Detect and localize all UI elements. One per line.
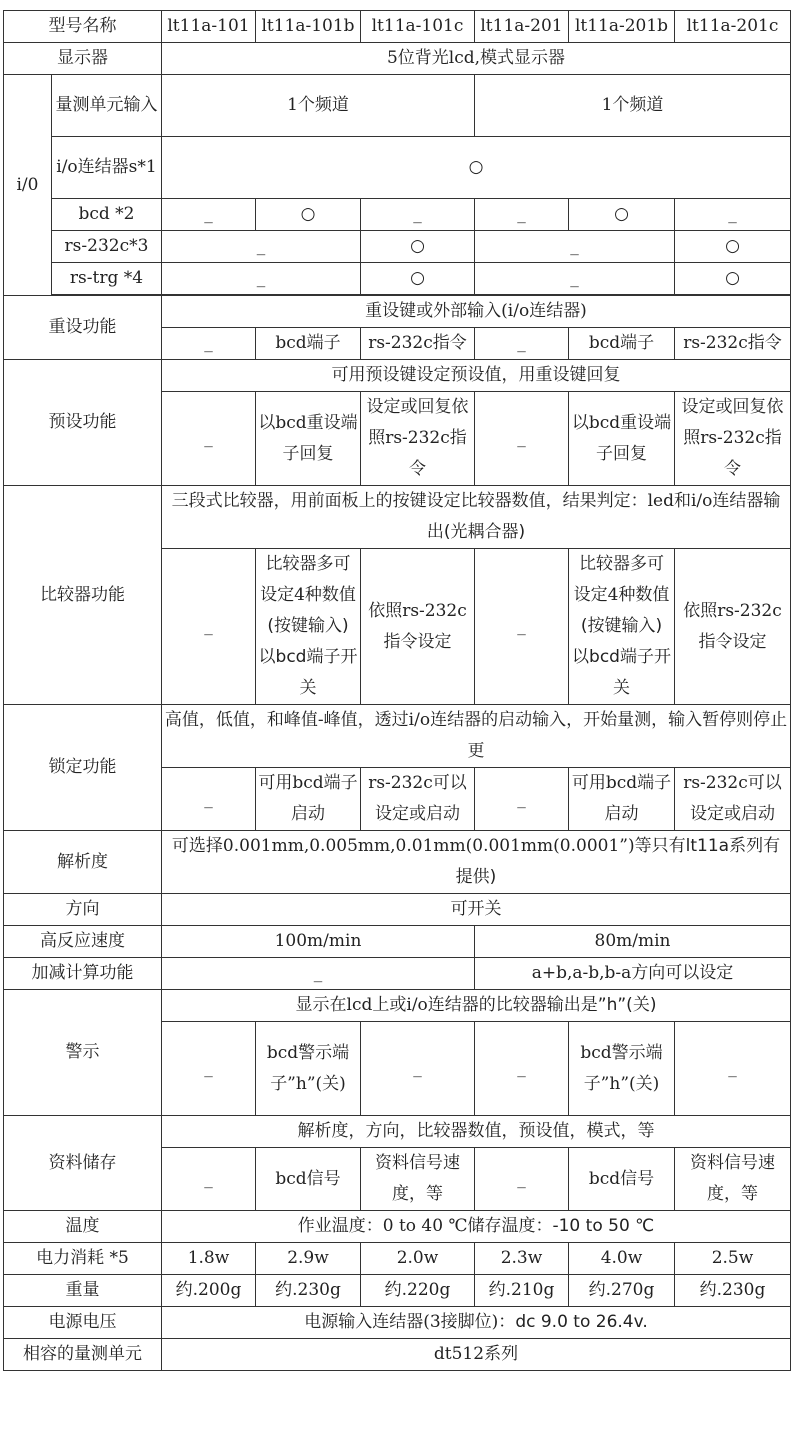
row-bcd [4,199,791,231]
weight-label: 重量 [4,1275,162,1307]
bcd-cell: _ [361,199,475,231]
power-cell: 2.9w [256,1243,361,1275]
alarm-cell: _ [162,1022,256,1116]
bcd-cell: _ [675,199,791,231]
hold-cell: _ [162,768,256,831]
display-value: 5位背光lcd,模式显示器 [162,43,791,75]
preset-cell: 以bcd重设端子回复 [256,392,361,486]
reset-cell: rs-232c指令 [675,328,791,360]
storage-summary: 解析度，方向，比较器数值，预设值，模式，等 [162,1116,791,1148]
bcd-cell: ○ [256,199,361,231]
row-compat [4,1339,791,1371]
rstrg-cell: _ [162,263,361,295]
io-connector-value: ○ [162,137,791,199]
resolution-value-a: 可选择0.001mm,0.005mm,0.01mm(0.001mm(0.0001”) [171,836,635,856]
row-direction [4,894,791,926]
row-storage-summary [4,1116,791,1148]
comparator-cell [569,549,675,705]
hold-cell: rs-232c可以设定或启动 [675,768,791,831]
rs232c-cell: ○ [675,231,791,263]
model-name: lt11a-201c [675,11,791,43]
model-name: lt11a-101c [361,11,475,43]
bcd-cell: ○ [569,199,675,231]
resolution-label: 解析度 [4,831,162,894]
compat-value: dt512系列 [162,1339,791,1371]
speed-b: 80m/min [475,926,791,958]
model-label: 型号名称 [4,11,162,43]
voltage-value [162,1307,791,1339]
row-speed [4,926,791,958]
comparator-cell: _ [475,549,569,705]
row-temperature [4,1211,791,1243]
hold-cell: _ [475,768,569,831]
alarm-summary-b: 连结器的比较器输出是”h”(关) [427,995,657,1015]
reset-cell: bcd端子 [569,328,675,360]
direction-value: 可开关 [162,894,791,926]
reset-cell: _ [162,328,256,360]
hold-label: 锁定功能 [4,705,162,831]
bcd-cell: _ [162,199,256,231]
preset-cell: _ [162,392,256,486]
comparator-summary-b: 连结器输出(光耦合器) [426,491,781,542]
rs232c-label: rs-232c*3 [52,231,162,263]
row-voltage [4,1307,791,1339]
power-label: 电力消耗 *5 [4,1243,162,1275]
hold-summary-a: 高值，低值，和峰值-峰值，透过i/o [164,710,431,730]
unit-input-label: 量测单元输入 [52,75,162,137]
comparator-summary-a: 三段式比较器，用前面板上的按键设定比较器数值，结果判定：led和i/o [171,491,713,511]
calc-label: 加减计算功能 [4,958,162,990]
io-connector-label: i/o连结器s*1 [52,137,162,199]
hold-cell: 可用bcd端子启动 [256,768,361,831]
row-unit-input [4,75,791,137]
row-model [4,11,791,43]
model-name: lt11a-101 [162,11,256,43]
weight-cell: 约.270g [569,1275,675,1307]
row-rs232c [4,231,791,263]
voltage-value-a: 电源输入连结器(3接脚位)： [304,1312,516,1332]
storage-label: 资料储存 [4,1116,162,1211]
temperature-value [162,1211,791,1243]
alarm-label: 警示 [4,990,162,1116]
rs232c-cell: ○ [361,231,475,263]
rs232c-cell: _ [162,231,361,263]
reset-cell: _ [475,328,569,360]
row-alarm-summary [4,990,791,1022]
row-display [4,43,791,75]
weight-cell: 约.220g [361,1275,475,1307]
alarm-cell: bcd警示端子”h”(关) [569,1022,675,1116]
row-preset-summary [4,360,791,392]
weight-cell: 约.230g [256,1275,361,1307]
comparator-cell-suffix: (按键输入) 以bcd端子开关 [572,616,671,698]
comparator-label: 比较器功能 [4,486,162,705]
direction-label: 方向 [4,894,162,926]
bcd-label: bcd *2 [52,199,162,231]
reset-summary: 重设键或外部输入(i/o连结器) [162,296,791,328]
rstrg-cell: _ [475,263,675,295]
comparator-cell: 依照rs-232c指令设定 [361,549,475,705]
model-name: lt11a-201 [475,11,569,43]
calc-b: a+b,a-b,b-a方向可以设定 [475,958,791,990]
reset-cell: bcd端子 [256,328,361,360]
hold-summary [162,705,791,768]
preset-label: 预设功能 [4,360,162,486]
temperature-label: 温度 [4,1211,162,1243]
rstrg-label: rs-trg *4 [52,263,162,295]
unit-input-a: 1个频道 [162,75,475,137]
alarm-summary [162,990,791,1022]
storage-cell: bcd信号 [256,1148,361,1211]
io-group-label: i/0 [4,75,52,296]
alarm-cell: bcd警示端子”h”(关) [256,1022,361,1116]
resolution-value [162,831,791,894]
voltage-label: 电源电压 [4,1307,162,1339]
rstrg-cell: ○ [361,263,475,295]
temperature-value-a: 作业温度：0 to 40 ℃ [297,1216,468,1236]
preset-cell: _ [475,392,569,486]
comparator-cell-text: 比较器多可设定4种数值 [573,554,670,605]
calc-a: _ [162,958,475,990]
storage-cell: _ [162,1148,256,1211]
alarm-summary-a: 显示在lcd上或i/o [295,995,428,1015]
storage-cell: 资料信号速度，等 [675,1148,791,1211]
alarm-cell: _ [675,1022,791,1116]
alarm-cell: _ [361,1022,475,1116]
unit-input-b: 1个频道 [475,75,791,137]
speed-label: 高反应速度 [4,926,162,958]
comparator-cell [256,549,361,705]
hold-summary-b: 连结器的启动输入，开始量测，输入暂停则停止更 [430,710,788,761]
power-cell: 2.5w [675,1243,791,1275]
row-calc [4,958,791,990]
comparator-cell-suffix: (按键输入) 以bcd端子开关 [258,616,358,698]
compat-label: 相容的量测单元 [4,1339,162,1371]
row-io-connector [4,137,791,199]
hold-cell: rs-232c可以设定或启动 [361,768,475,831]
reset-cell: rs-232c指令 [361,328,475,360]
storage-cell: bcd信号 [569,1148,675,1211]
weight-cell: 约.210g [475,1275,569,1307]
power-cell: 1.8w [162,1243,256,1275]
preset-summary: 可用预设键设定预设值，用重设键回复 [162,360,791,392]
weight-cell: 约.200g [162,1275,256,1307]
row-reset-summary [4,296,791,328]
spec-table [3,10,791,1371]
power-cell: 4.0w [569,1243,675,1275]
hold-cell: 可用bcd端子启动 [569,768,675,831]
row-power [4,1243,791,1275]
preset-cell: 设定或回复依照rs-232c指令 [675,392,791,486]
row-rstrg [4,263,791,295]
comparator-cell: _ [162,549,256,705]
display-label: 显示器 [4,43,162,75]
rstrg-cell: ○ [675,263,791,295]
model-name: lt11a-101b [256,11,361,43]
alarm-cell: _ [475,1022,569,1116]
model-name: lt11a-201b [569,11,675,43]
row-comparator-summary [4,486,791,549]
comparator-cell: 依照rs-232c指令设定 [675,549,791,705]
resolution-value-b: 等只有lt11a系列有提供) [455,836,781,887]
comparator-summary [162,486,791,549]
row-resolution [4,831,791,894]
voltage-value-b: dc 9.0 to 26.4v. [515,1312,648,1332]
power-cell: 2.3w [475,1243,569,1275]
storage-cell: _ [475,1148,569,1211]
storage-cell: 资料信号速度，等 [361,1148,475,1211]
preset-cell: 设定或回复依照rs-232c指令 [361,392,475,486]
rs232c-cell: _ [475,231,675,263]
reset-label: 重设功能 [4,296,162,360]
row-weight [4,1275,791,1307]
power-cell: 2.0w [361,1243,475,1275]
row-hold-summary [4,705,791,768]
comparator-cell-text: 比较器多可设定4种数值 [260,554,356,605]
temperature-value-b: 储存温度：-10 to 50 ℃ [467,1216,655,1236]
weight-cell: 约.230g [675,1275,791,1307]
preset-cell: 以bcd重设端子回复 [569,392,675,486]
speed-a: 100m/min [162,926,475,958]
bcd-cell: _ [475,199,569,231]
